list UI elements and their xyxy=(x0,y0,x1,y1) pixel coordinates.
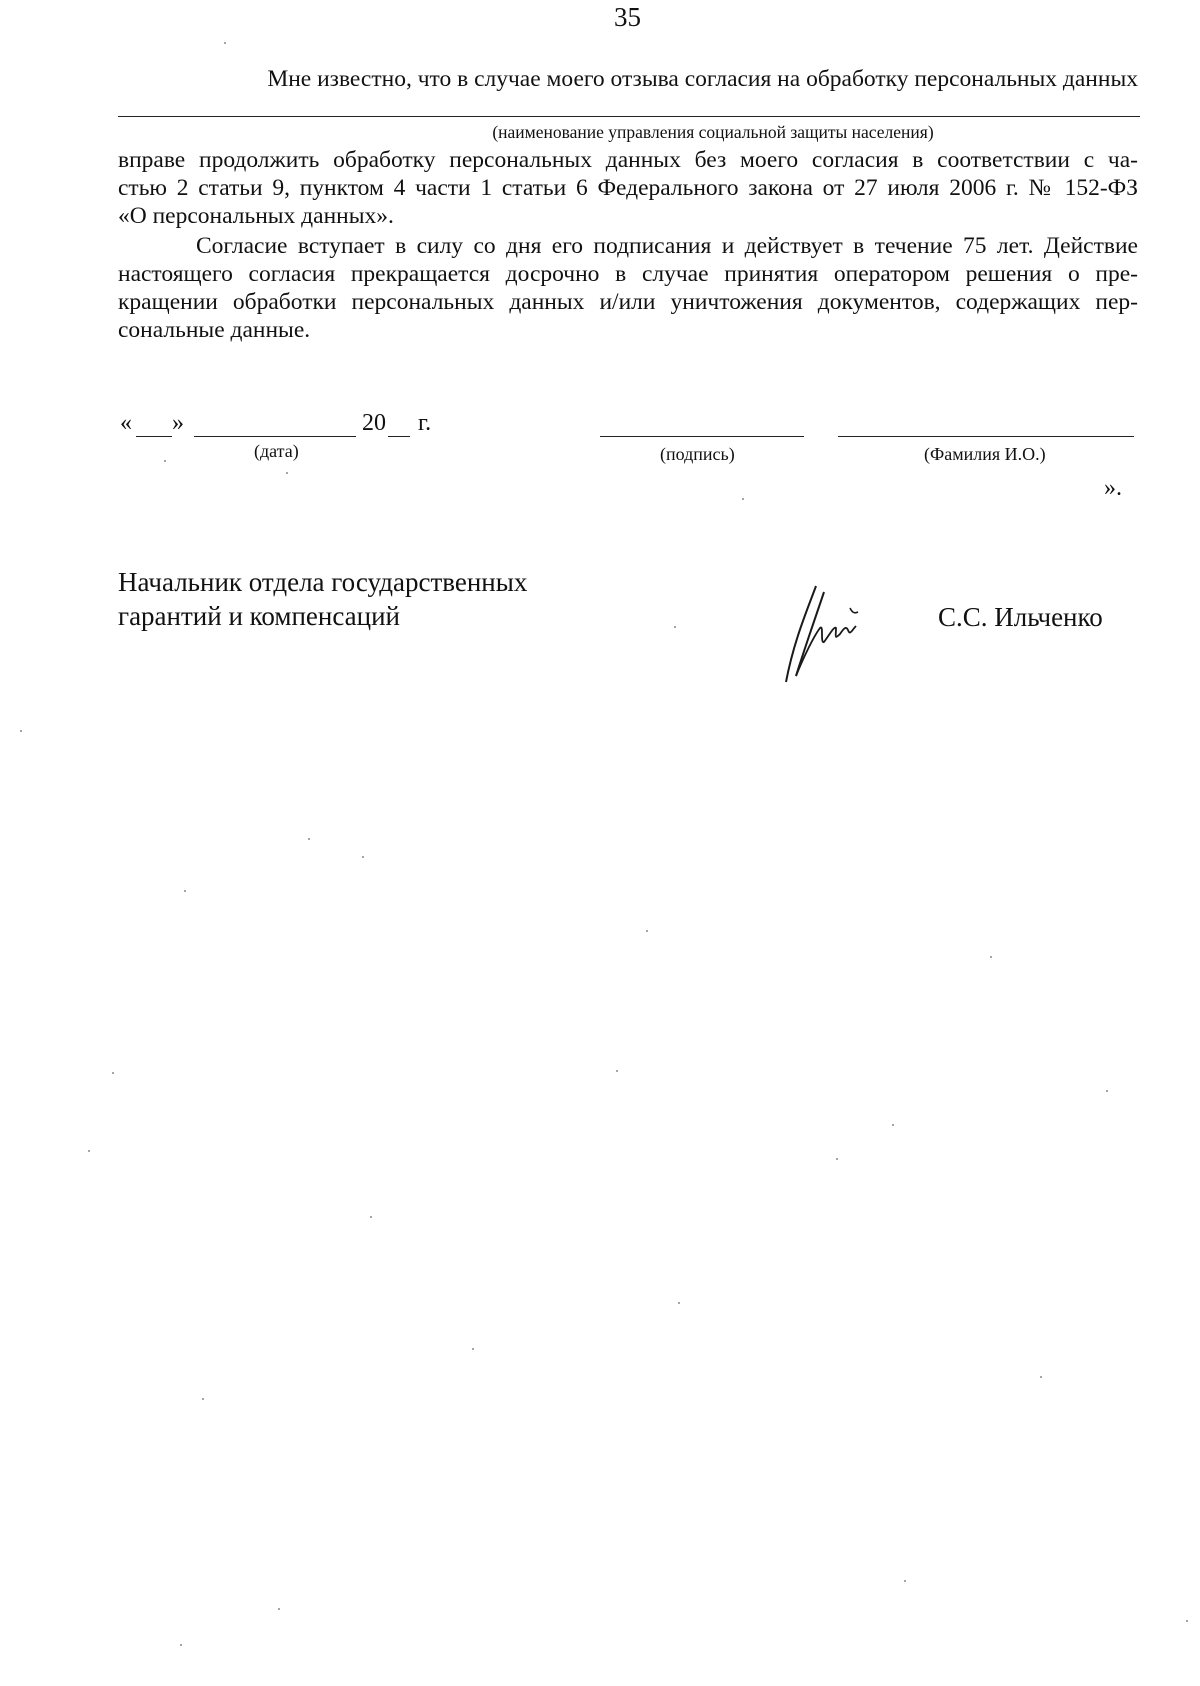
consent-revocation-lead: Мне известно, что в случае моего отзыва согласия на обработку персональных данных xyxy=(267,66,1138,92)
validity-line: сональные данные. xyxy=(118,317,311,343)
page-number: 35 xyxy=(614,2,641,32)
scan-speck xyxy=(88,1150,90,1152)
scan-speck xyxy=(112,1072,114,1074)
official-title-line: Начальник отдела государственных xyxy=(118,567,528,597)
closing-mark: ». xyxy=(1104,475,1122,501)
scan-speck xyxy=(362,856,364,858)
body-line: «О персональных данных». xyxy=(118,203,394,229)
date-close-quote: » xyxy=(172,410,184,436)
official-name: С.С. Ильченко xyxy=(938,602,1103,632)
scan-speck xyxy=(678,1302,680,1304)
scan-speck xyxy=(1186,1620,1188,1622)
body-line: вправе продолжить обработку персональных данных без моего согласия в соответствии с ча- xyxy=(118,147,1138,173)
validity-paragraph xyxy=(118,232,1138,344)
scan-speck xyxy=(370,1216,372,1218)
month-blank-line xyxy=(194,436,356,437)
scan-speck xyxy=(224,42,226,44)
scan-speck xyxy=(1106,1090,1108,1092)
scan-speck xyxy=(892,1124,894,1126)
name-caption: (Фамилия И.О.) xyxy=(924,444,1046,464)
scan-speck xyxy=(164,460,166,462)
scan-speck xyxy=(836,1158,838,1160)
scan-speck xyxy=(278,1608,280,1610)
scan-speck xyxy=(184,890,186,892)
body-line: стью 2 статьи 9, пунктом 4 части 1 статьи 6 Федерального закона от 27 июля 2006 г. № 152-ФЗ xyxy=(118,175,1138,201)
scan-speck xyxy=(904,1580,906,1582)
handwritten-signature xyxy=(780,578,900,690)
year-suffix: г. xyxy=(418,410,432,436)
scan-speck xyxy=(616,1070,618,1072)
year-prefix: 20 xyxy=(362,410,386,436)
scan-speck xyxy=(286,472,288,474)
authority-caption: (наименование управления социальной защиты населения) xyxy=(492,122,934,142)
name-blank-line xyxy=(838,436,1134,437)
signature-caption: (подпись) xyxy=(660,444,735,464)
signature-blank-line xyxy=(600,436,804,437)
scan-speck xyxy=(472,1348,474,1350)
scan-speck xyxy=(742,498,744,500)
validity-line: Согласие вступает в силу со дня его подписания и действует в течение 75 лет. Действие xyxy=(196,233,1138,259)
official-title-line: гарантий и компенсаций xyxy=(118,601,400,631)
date-open-quote: « xyxy=(120,410,132,436)
authority-blank-line xyxy=(118,116,1140,117)
scan-speck xyxy=(1040,1376,1042,1378)
scan-speck xyxy=(20,730,22,732)
consent-revocation-body xyxy=(118,146,1138,230)
scan-speck xyxy=(180,1644,182,1646)
scan-speck xyxy=(990,956,992,958)
scan-speck xyxy=(308,838,310,840)
official-title xyxy=(118,565,527,633)
validity-line: кращении обработки персональных данных и/или уничтожения документов, содержащих пер- xyxy=(118,289,1138,315)
day-blank-line xyxy=(136,436,172,437)
scan-speck xyxy=(202,1398,204,1400)
year-blank-line xyxy=(388,436,410,437)
date-caption: (дата) xyxy=(254,441,299,461)
validity-line: настоящего согласия прекращается досрочно в случае принятия оператором решения о пре- xyxy=(118,261,1138,287)
scan-speck xyxy=(646,930,648,932)
scan-speck xyxy=(674,626,676,628)
